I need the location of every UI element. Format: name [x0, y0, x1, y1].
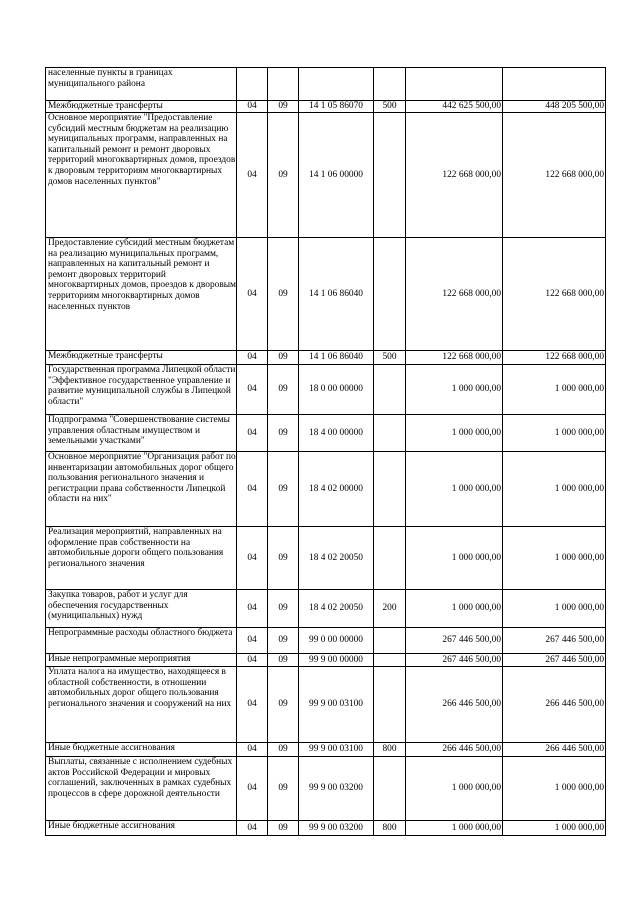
- table-row: [46, 452, 606, 527]
- row-name: Закупка товаров, работ и услуг для обеспечения государственных (муниципальных) нужд: [46, 590, 237, 628]
- table-row: [46, 68, 606, 101]
- row-section: 04: [237, 821, 268, 836]
- row-expense-type: [374, 452, 406, 527]
- row-subsection: 09: [268, 628, 299, 654]
- row-subsection: 09: [268, 101, 299, 113]
- row-expense-type: [374, 365, 406, 415]
- row-expense-type: 200: [374, 590, 406, 628]
- row-section: 04: [237, 757, 268, 821]
- table-row: [46, 101, 606, 113]
- row-expense-type: [374, 628, 406, 654]
- row-amount-1: 267 446 500,00: [406, 628, 503, 654]
- table-row: [46, 113, 606, 238]
- row-name: Уплата налога на имущество, находящееся в областной собственности, в отношении автомобильных дорог общего пользования регионального значения и сооружений на них: [46, 667, 237, 743]
- table-row: [46, 238, 606, 351]
- row-target-article: [299, 68, 374, 101]
- row-target-article: 18 4 00 00000: [299, 415, 374, 452]
- table-row: [46, 743, 606, 757]
- row-amount-1: 122 668 000,00: [406, 238, 503, 351]
- row-name: Иные бюджетные ассигнования: [46, 743, 237, 757]
- row-amount-1: 1 000 000,00: [406, 821, 503, 836]
- row-amount-2: 1 000 000,00: [503, 415, 606, 452]
- row-subsection: 09: [268, 527, 299, 590]
- row-name: Государственная программа Липецкой области "Эффективное государственное управление и развитие муниципальной службы в Липецкой области": [46, 365, 237, 415]
- row-amount-2: 267 446 500,00: [503, 654, 606, 667]
- row-name: Выплаты, связанные с исполнением судебных актов Российской Федерации и мировых соглашений, заключенных в рамках судебных процессов в сфере дорожной деятельности: [46, 757, 237, 821]
- row-expense-type: 800: [374, 743, 406, 757]
- row-name: Межбюджетные трансферты: [46, 101, 237, 113]
- row-name: Иные непрограммные мероприятия: [46, 654, 237, 667]
- row-expense-type: [374, 527, 406, 590]
- table-row: [46, 415, 606, 452]
- table-row: [46, 667, 606, 743]
- row-amount-1: 122 668 000,00: [406, 351, 503, 365]
- row-name: населенные пункты в границах муниципального района: [46, 68, 237, 101]
- row-subsection: 09: [268, 757, 299, 821]
- row-expense-type: [374, 68, 406, 101]
- row-section: 04: [237, 238, 268, 351]
- row-target-article: 14 1 06 86040: [299, 351, 374, 365]
- row-amount-2: 1 000 000,00: [503, 590, 606, 628]
- row-amount-1: 1 000 000,00: [406, 415, 503, 452]
- row-expense-type: [374, 654, 406, 667]
- row-amount-1: 442 625 500,00: [406, 101, 503, 113]
- row-amount-1: 1 000 000,00: [406, 365, 503, 415]
- row-section: 04: [237, 743, 268, 757]
- row-amount-2: 122 668 000,00: [503, 351, 606, 365]
- row-subsection: [268, 68, 299, 101]
- table-row: [46, 590, 606, 628]
- row-target-article: 18 4 02 20050: [299, 527, 374, 590]
- row-amount-2: 266 446 500,00: [503, 743, 606, 757]
- row-subsection: 09: [268, 667, 299, 743]
- row-expense-type: [374, 667, 406, 743]
- row-name: Иные бюджетные ассигнования: [46, 821, 237, 836]
- table-row: [46, 821, 606, 836]
- row-section: 04: [237, 101, 268, 113]
- row-target-article: 99 9 00 03200: [299, 757, 374, 821]
- row-expense-type: [374, 113, 406, 238]
- row-name: Предоставление субсидий местным бюджетам на реализацию муниципальных программ, направленных на капитальный ремонт и ремонт дворовых территорий многоквартирных домов, проездов к дворовым территориям многоквартирных домов населенных пунктов: [46, 238, 237, 351]
- row-amount-2: 448 205 500,00: [503, 101, 606, 113]
- row-subsection: 09: [268, 452, 299, 527]
- row-section: 04: [237, 351, 268, 365]
- table-body: [46, 68, 606, 836]
- row-amount-2: [503, 68, 606, 101]
- row-target-article: 99 9 00 00000: [299, 654, 374, 667]
- row-section: 04: [237, 628, 268, 654]
- table-row: [46, 628, 606, 654]
- table-row: [46, 365, 606, 415]
- row-target-article: 14 1 06 00000: [299, 113, 374, 238]
- row-target-article: 99 9 00 03100: [299, 743, 374, 757]
- row-target-article: 18 4 02 20050: [299, 590, 374, 628]
- row-amount-2: 1 000 000,00: [503, 821, 606, 836]
- row-subsection: 09: [268, 743, 299, 757]
- row-amount-1: 266 446 500,00: [406, 743, 503, 757]
- row-section: 04: [237, 667, 268, 743]
- row-amount-1: 1 000 000,00: [406, 527, 503, 590]
- row-name: Межбюджетные трансферты: [46, 351, 237, 365]
- table-row: [46, 654, 606, 667]
- row-subsection: 09: [268, 351, 299, 365]
- row-amount-1: [406, 68, 503, 101]
- row-amount-2: 1 000 000,00: [503, 365, 606, 415]
- budget-table: [45, 67, 606, 836]
- row-amount-1: 1 000 000,00: [406, 757, 503, 821]
- row-expense-type: 800: [374, 821, 406, 836]
- row-subsection: 09: [268, 365, 299, 415]
- row-section: 04: [237, 590, 268, 628]
- row-amount-2: 122 668 000,00: [503, 113, 606, 238]
- row-section: 04: [237, 527, 268, 590]
- row-amount-1: 122 668 000,00: [406, 113, 503, 238]
- row-amount-2: 267 446 500,00: [503, 628, 606, 654]
- row-name: Основное мероприятие "Организация работ по инвентаризации автомобильных дорог общего пользования регионального значения и регистрации права собственности Липецкой области на них": [46, 452, 237, 527]
- row-amount-1: 266 446 500,00: [406, 667, 503, 743]
- row-subsection: 09: [268, 821, 299, 836]
- row-section: 04: [237, 113, 268, 238]
- row-subsection: 09: [268, 654, 299, 667]
- row-target-article: 99 9 00 03100: [299, 667, 374, 743]
- row-target-article: 14 1 06 86040: [299, 238, 374, 351]
- row-target-article: 14 1 05 86070: [299, 101, 374, 113]
- row-amount-1: 1 000 000,00: [406, 452, 503, 527]
- row-subsection: 09: [268, 590, 299, 628]
- row-section: 04: [237, 452, 268, 527]
- row-expense-type: [374, 238, 406, 351]
- row-amount-2: 266 446 500,00: [503, 667, 606, 743]
- table-row: [46, 527, 606, 590]
- row-expense-type: 500: [374, 351, 406, 365]
- row-amount-2: 122 668 000,00: [503, 238, 606, 351]
- row-expense-type: [374, 757, 406, 821]
- row-section: 04: [237, 365, 268, 415]
- row-subsection: 09: [268, 238, 299, 351]
- row-amount-1: 267 446 500,00: [406, 654, 503, 667]
- row-amount-2: 1 000 000,00: [503, 452, 606, 527]
- row-name: Подпрограмма "Совершенствование системы управления областным имуществом и земельными участками": [46, 415, 237, 452]
- row-amount-1: 1 000 000,00: [406, 590, 503, 628]
- row-target-article: 99 9 00 03200: [299, 821, 374, 836]
- row-target-article: 18 4 02 00000: [299, 452, 374, 527]
- row-subsection: 09: [268, 415, 299, 452]
- row-target-article: 99 0 00 00000: [299, 628, 374, 654]
- table-row: [46, 351, 606, 365]
- row-expense-type: 500: [374, 101, 406, 113]
- row-section: [237, 68, 268, 101]
- row-subsection: 09: [268, 113, 299, 238]
- row-expense-type: [374, 415, 406, 452]
- row-section: 04: [237, 654, 268, 667]
- row-amount-2: 1 000 000,00: [503, 757, 606, 821]
- row-amount-2: 1 000 000,00: [503, 527, 606, 590]
- row-name: Реализация мероприятий, направленных на оформление прав собственности на автомобильные дороги общего пользования регионального значения: [46, 527, 237, 590]
- row-name: Основное мероприятие "Предоставление субсидий местным бюджетам на реализацию муниципальных программ, направленных на капитальный ремонт и ремонт дворовых территорий многоквартирных домов, проездов к дворовым территориям многоквартирных домов населенных пунктов": [46, 113, 237, 238]
- row-name: Непрограммные расходы областного бюджета: [46, 628, 237, 654]
- table-row: [46, 757, 606, 821]
- row-section: 04: [237, 415, 268, 452]
- row-target-article: 18 0 00 00000: [299, 365, 374, 415]
